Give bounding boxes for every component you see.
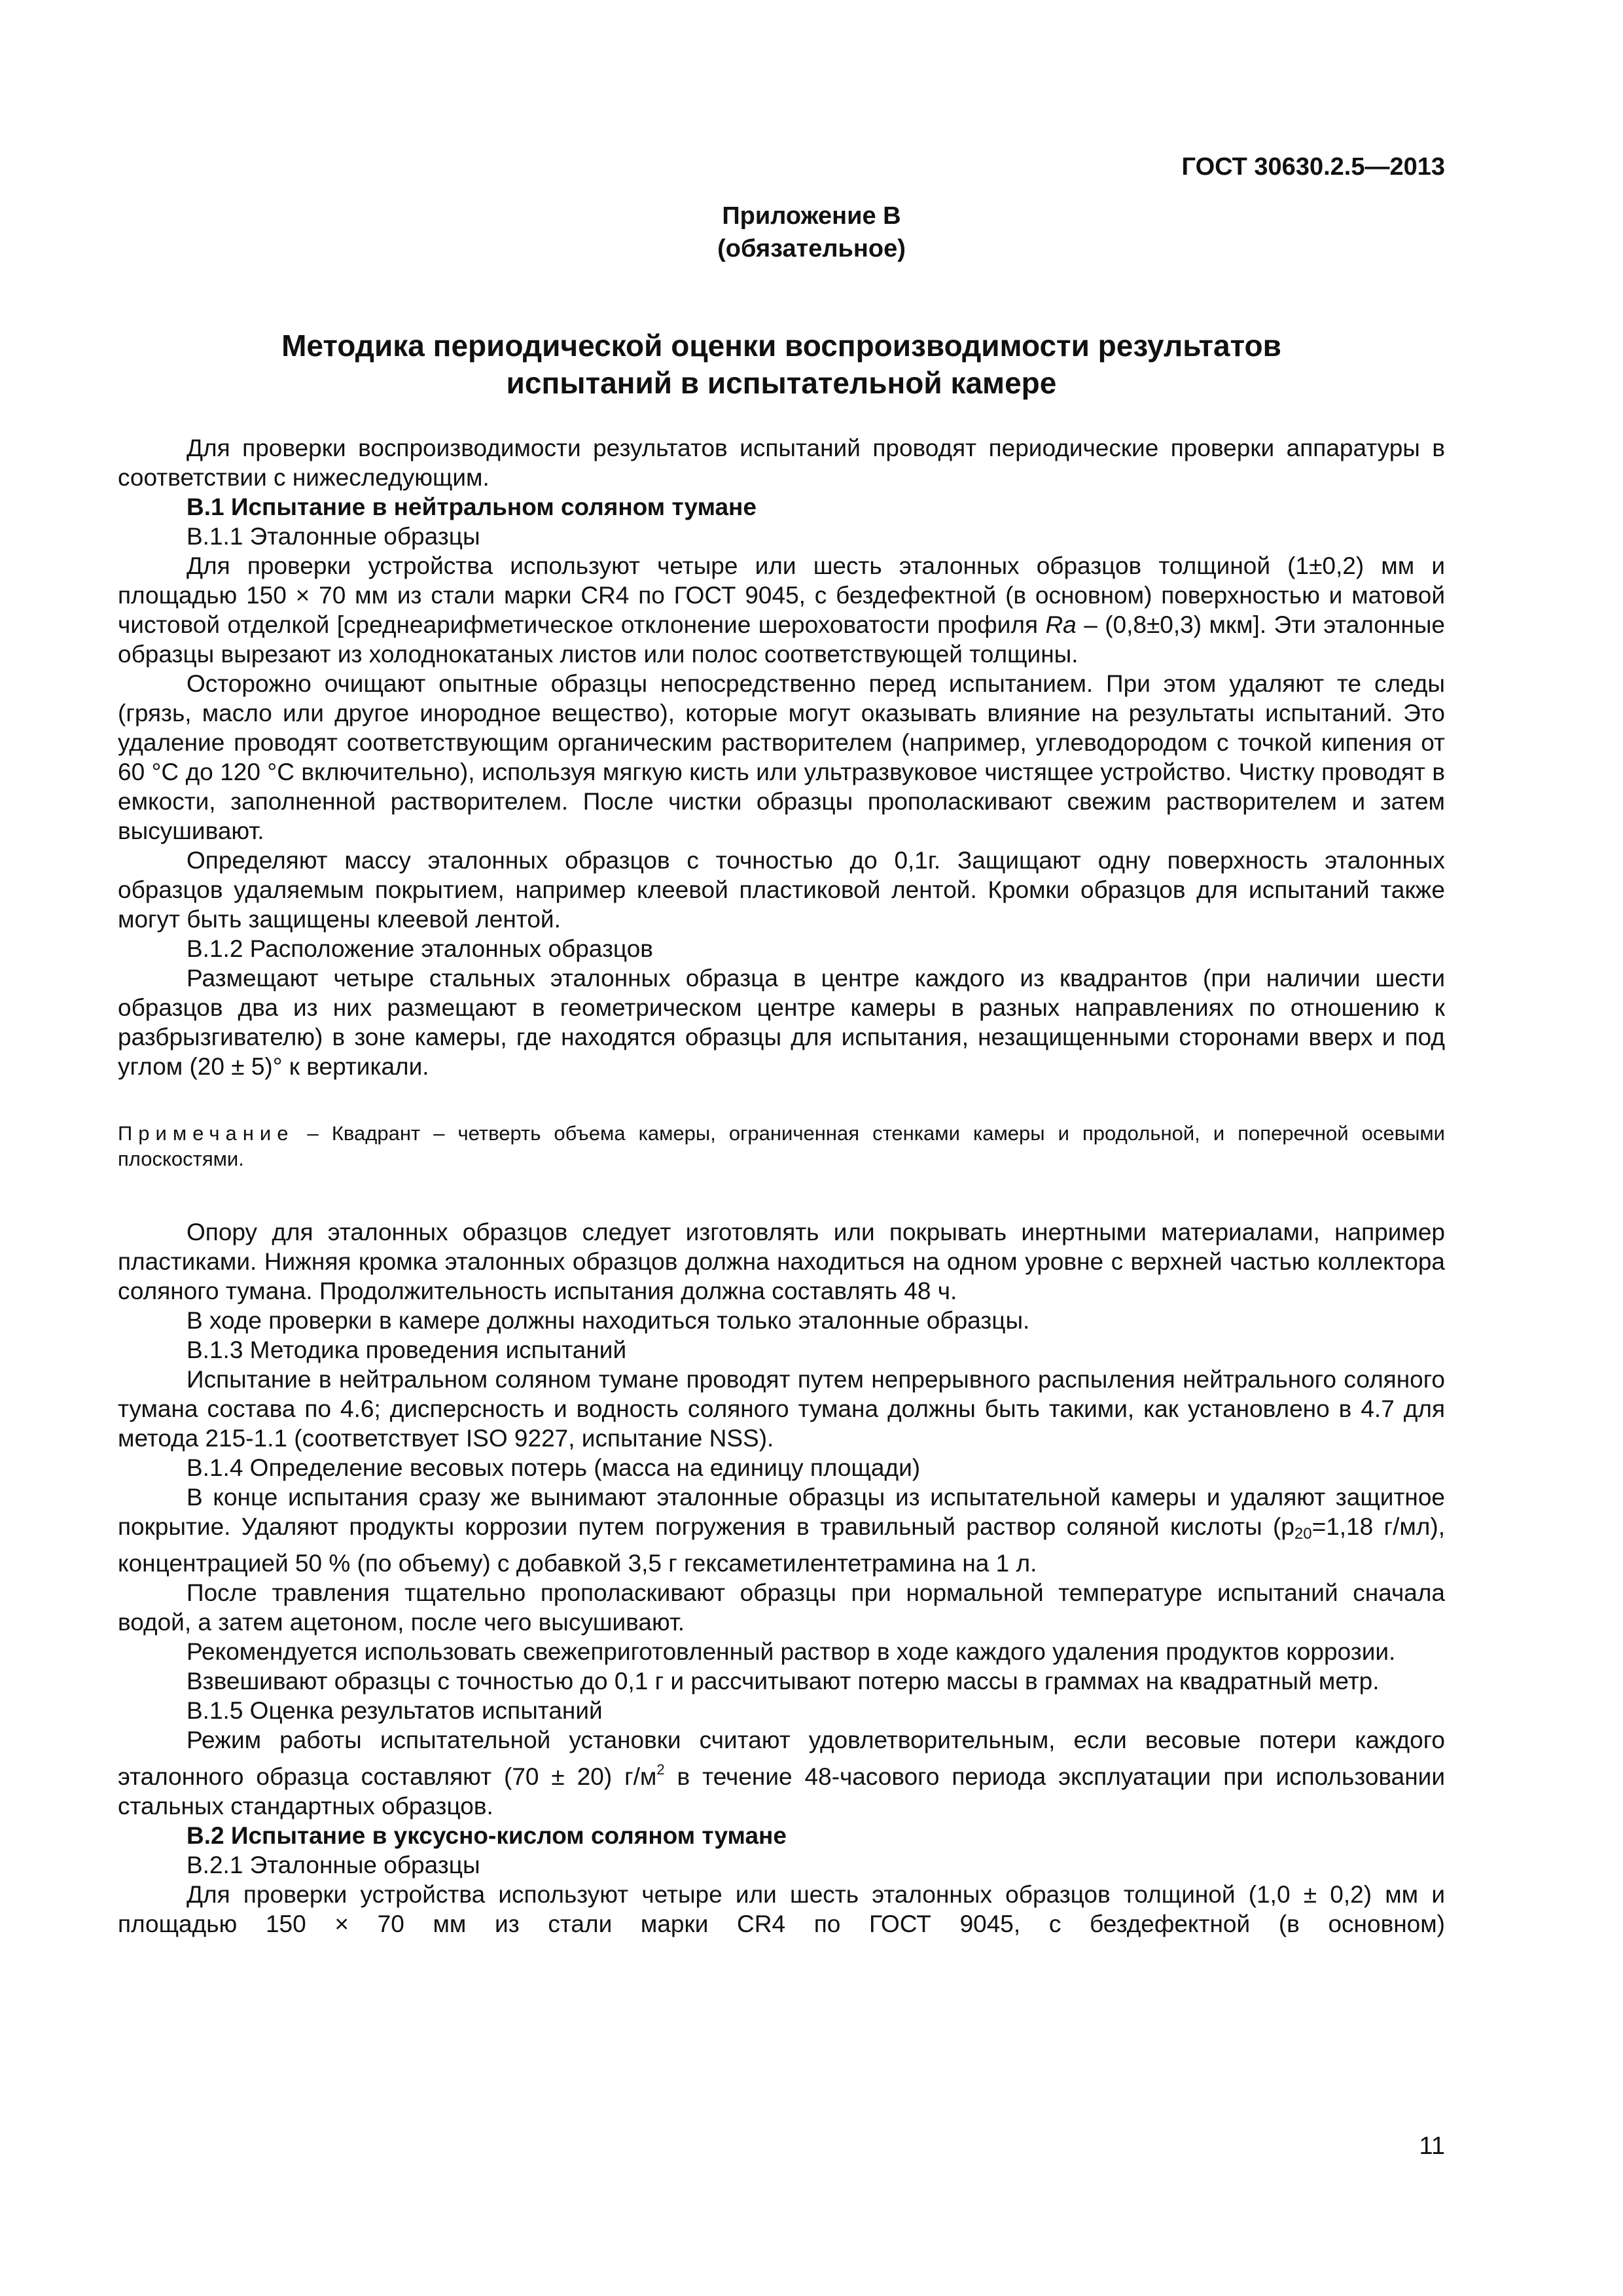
section-heading-b2: В.2 Испытание в уксусно-кислом соляном тумане [187,1822,787,1849]
subsection-heading-b12: В.1.2 Расположение эталонных образцов [187,935,653,962]
appendix-status: (обязательное) [717,235,906,262]
paragraph-b12-2: Опору для эталонных образцов следует изготовлять или покрывать инертными материалами, например пластиками. Нижняя кромка эталонных образцов должна находиться на одном уровне с верхней частью коллектора соляного тумана. Продолжительность испытания должна составлять 48 ч. [118,1219,1445,1304]
paragraph-b15-1 [118,1725,1445,1821]
paragraph-b21-1: Для проверки устройства используют четыре или шесть эталонных образцов толщиной (1,0 ± 0,2) мм и площадью 150 × 70 мм из стали марки CR4 по ГОСТ 9045, с бездефектной (в основном) [118,1881,1445,1937]
text-run: Для проверки устройства используют четыре или шесть эталонных образцов толщиной (1±0,2) мм и площадью 150 × 70 мм из стали марки CR4 по ГОСТ 9045, с бездефектной (в основном) поверхностью и матовой чистовой отделкой [среднеарифметическое отклонение шероховатости профиля [118,552,1445,638]
appendix-label: Приложение В [722,202,901,230]
text-run: в течение 48-часового периода эксплуатации при использовании стальных стандартных образцов. [118,1763,1445,1820]
standard-header: ГОСТ 30630.2.5—2013 [1181,153,1445,181]
ra-symbol: Ra [1045,611,1077,638]
paragraph-b11-1 [118,551,1445,669]
page-number: 11 [1419,2132,1445,2160]
subsection-heading-b13: В.1.3 Методика проведения испытаний [187,1336,627,1363]
note-label: Примечание [118,1122,294,1145]
text-run: =1,18 г/мл), концентрацией 50 % (по объему) с добавкой 3,5 г гексаметилентетрамина на 1 л. [118,1513,1445,1577]
text-run: – (0,8±0,3) мкм]. Эти эталонные образцы вырезают из холоднокатаных листов или полос соответствующей толщины. [118,611,1445,668]
title-line-1: Методика периодической оценки воспроизводимости результатов [281,329,1281,363]
paragraph-b14-1 [118,1482,1445,1578]
intro-paragraph: Для проверки воспроизводимости результатов испытаний проводят периодические проверки аппаратуры в соответствии с нижеследующим. [118,435,1445,491]
paragraph-b12-3: В ходе проверки в камере должны находиться только эталонные образцы. [187,1307,1030,1334]
paragraph-b14-4: Взвешивают образцы с точностью до 0,1 г и рассчитывают потерю массы в граммах на квадратный метр. [187,1668,1380,1695]
note-paragraph [118,1121,1445,1172]
paragraph-b11-3: Определяют массу эталонных образцов с точностью до 0,1г. Защищают одну поверхность эталонных образцов удаляемым покрытием, например клеевой пластиковой лентой. Кромки образцов для испытаний также могут быть защищены клеевой лентой. [118,847,1445,933]
document-body [118,433,1445,1939]
note-text: – Квадрант – четверть объема камеры, ограниченная стенками камеры и продольной, и поперечной осевыми плоскостями. [118,1122,1445,1170]
title-line-2: испытаний в испытательной камере [506,366,1057,400]
paragraph-b11-2: Осторожно очищают опытные образцы непосредственно перед испытанием. При этом удаляют те следы (грязь, масло или другое инородное вещество), которые могут оказывать влияние на результаты испытаний. Это удаление проводят соответствующим органическим растворителем (например, углеводородом с точкой кипения от 60 °С до 120 °С включительно), используя мягкую кисть или ультразвуковое чистящее устройство. Чистку проводят в емкости, заполненной растворителем. После чистки образцы прополаскивают свежим растворителем и затем высушивают. [118,670,1445,844]
subsection-heading-b15: В.1.5 Оценка результатов испытаний [187,1697,603,1724]
paragraph-b14-3: Рекомендуется использовать свежеприготовленный раствор в ходе каждого удаления продуктов коррозии. [187,1638,1396,1665]
paragraph-b13-1: Испытание в нейтральном соляном тумане проводят путем непрерывного распыления нейтрального соляного тумана состава по 4.6; дисперсность и водность соляного тумана должны быть такими, как установлено в 4.7 для метода 215-1.1 (соответствует ISO 9227, испытание NSS). [118,1366,1445,1452]
subsection-heading-b11: В.1.1 Эталонные образцы [187,523,480,550]
document-title [118,327,1445,402]
paragraph-b12-1: Размещают четыре стальных эталонных образца в центре каждого из квадрантов (при наличии шести образцов два из них размещают в геометрическом центре камеры в разных направлениях по отношению к разбрызгивателю) в зоне камеры, где находятся образцы для испытания, незащищенными сторонами вверх и под углом (20 ± 5)° к вертикали. [118,965,1445,1080]
density-subscript: 20 [1294,1525,1312,1543]
subsection-heading-b21: В.2.1 Эталонные образцы [187,1852,480,1878]
text-run: Режим работы испытательной установки считают удовлетворительным, если весовые потери каждого эталонного образца составляют (70 ± 20) г/м [118,1727,1445,1790]
appendix-heading [0,200,1623,265]
text-run: В конце испытания сразу же вынимают эталонные образцы из испытательной камеры и удаляют защитное покрытие. Удаляют продукты коррозии путем погружения в травильный раствор соляной кислоты (р [118,1484,1445,1540]
section-heading-b1: В.1 Испытание в нейтральном соляном тумане [187,493,757,520]
subsection-heading-b14: В.1.4 Определение весовых потерь (масса на единицу площади) [187,1454,921,1481]
paragraph-b14-2: После травления тщательно прополаскивают образцы при нормальной температуре испытаний сначала водой, а затем ацетоном, после чего высушивают. [118,1579,1445,1636]
area-superscript: 2 [656,1761,665,1778]
